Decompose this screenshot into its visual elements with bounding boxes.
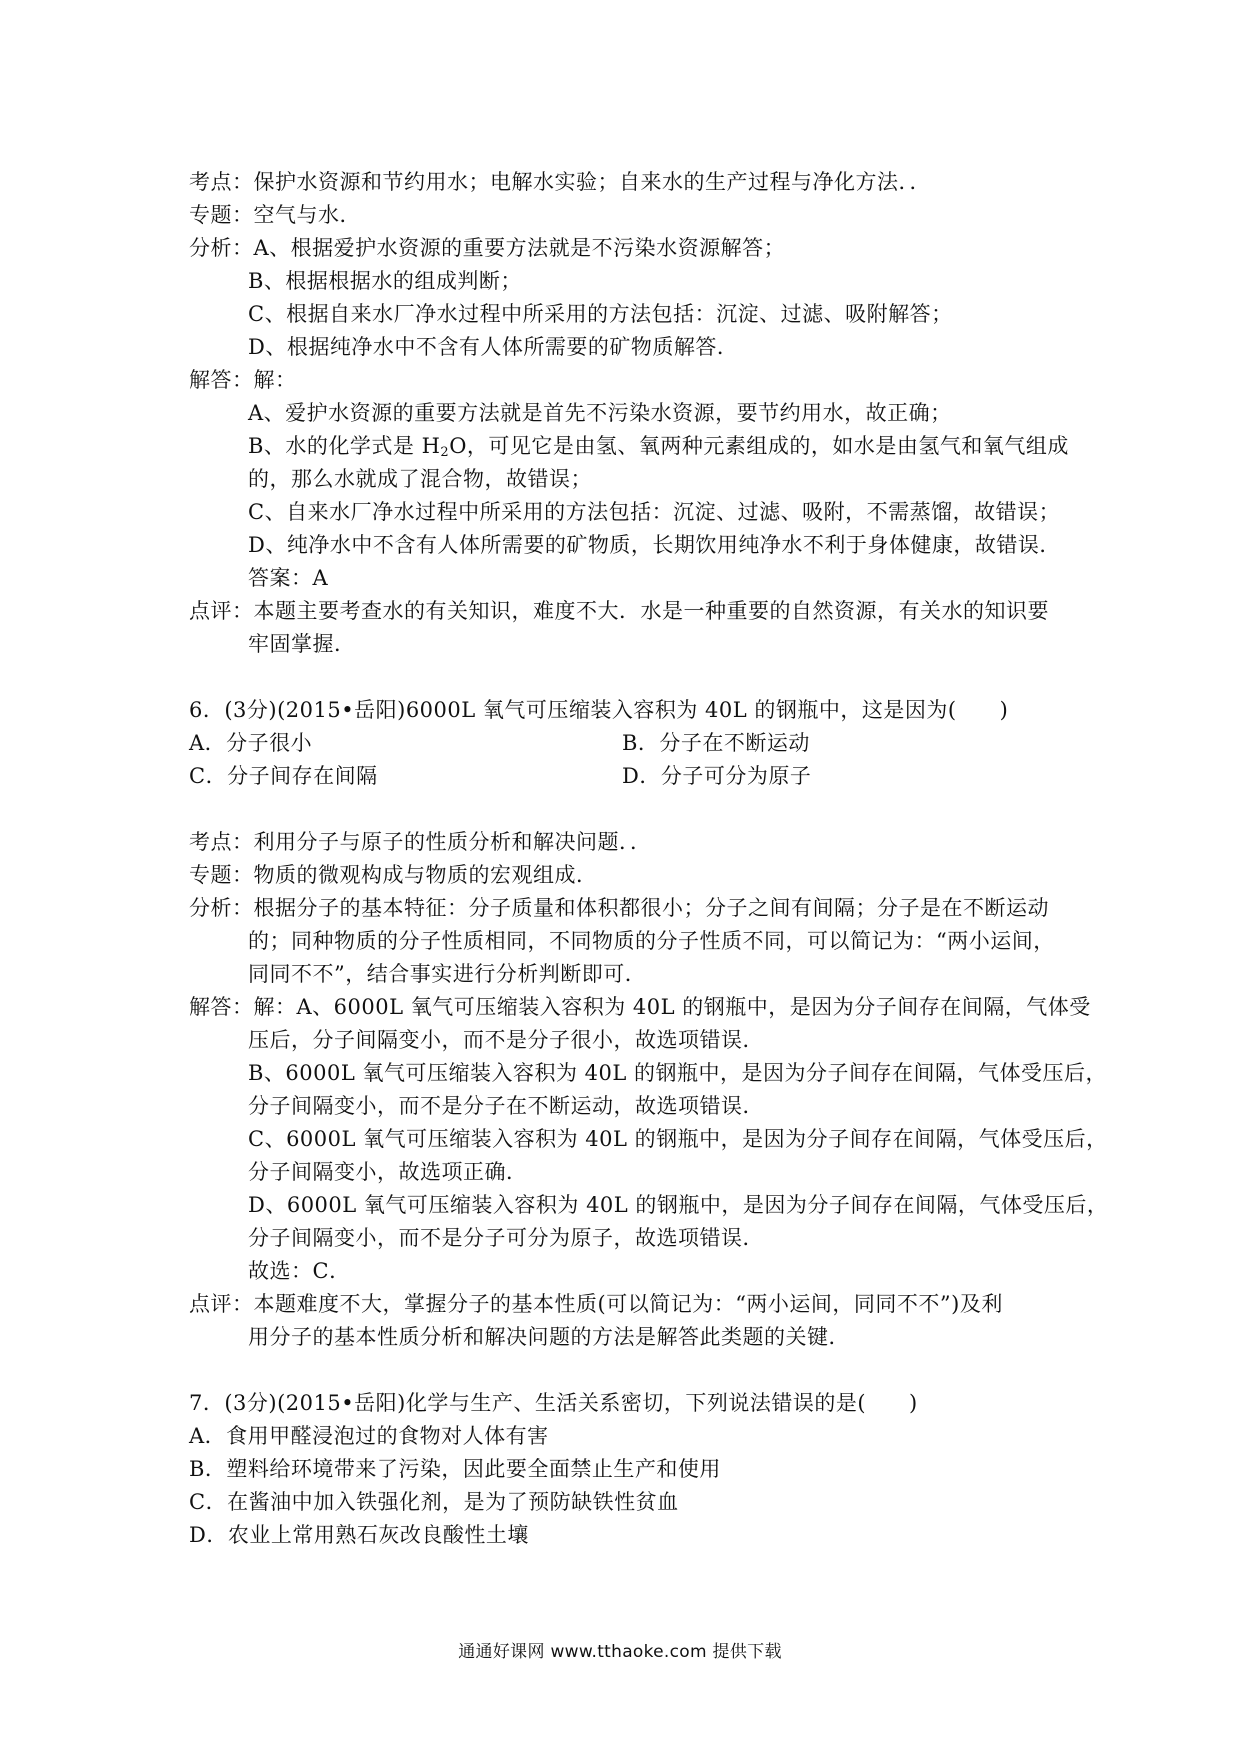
q5-fenxi-line: B、根据根据水的组成判断；: [248, 269, 522, 293]
q6-fenxi-line: 的；同种物质的分子性质相同，不同物质的分子性质不同，可以简记为：“两小运间，: [248, 929, 1055, 953]
q5-kaodian: 考点：保护水资源和节约用水；电解水实验；自来水的生产过程与净化方法．．: [189, 170, 931, 194]
q6-jieda-line: 分子间隔变小，而不是分子在不断运动，故选项错误．: [248, 1094, 764, 1118]
q6-option-d: D．分子可分为原子: [622, 764, 812, 788]
q6-stem: 6．(3分)(2015•岳阳)6000L 氧气可压缩装入容积为 40L 的钢瓶中，这是因为( ): [189, 698, 1009, 722]
page-footer: 通通好课网 www.tthaoke.com 提供下载: [458, 1642, 782, 1662]
q5-fenxi-line: C、根据自来水厂净水过程中所采用的方法包括：沉淀、过滤、吸附解答；: [248, 302, 953, 326]
q6-jieda-line: 分子间隔变小，而不是分子可分为原子，故选项错误．: [248, 1226, 764, 1250]
q5-fenxi-line: 分析：A、根据爱护水资源的重要方法就是不污染水资源解答；: [189, 236, 786, 260]
q6-jieda-line: C、6000L 氧气可压缩装入容积为 40L 的钢瓶中，是因为分子间存在间隔，气体受压后，: [248, 1127, 1108, 1151]
q6-option-b: B．分子在不断运动: [622, 731, 810, 755]
q5-jieda-b-sub: 2: [440, 445, 450, 460]
q6-kaodian: 考点：利用分子与原子的性质分析和解决问题．．: [189, 830, 652, 854]
q6-option-a: A．分子很小: [189, 731, 313, 755]
q5-jieda-head: 解答：解：: [189, 368, 297, 392]
q7-option-a: A．食用甲醛浸泡过的食物对人体有害: [189, 1424, 549, 1448]
q6-jieda-line: 解答：解：A、6000L 氧气可压缩装入容积为 40L 的钢瓶中，是因为分子间存在间隔，气体受: [189, 995, 1091, 1019]
q6-option-c: C．分子间存在间隔: [189, 764, 378, 788]
q6-dianping-line: 用分子的基本性质分析和解决问题的方法是解答此类题的关键．: [248, 1325, 850, 1349]
q6-fenxi-line: 同同不不”，结合事实进行分析判断即可．: [248, 962, 647, 986]
q5-answer: 答案：A: [248, 566, 329, 590]
q5-fenxi-line: D、根据纯净水中不含有人体所需要的矿物质解答．: [248, 335, 739, 359]
q6-jieda-line: D、6000L 氧气可压缩装入容积为 40L 的钢瓶中，是因为分子间存在间隔，气体受压后，: [248, 1193, 1109, 1217]
q5-jieda-d: D、纯净水中不含有人体所需要的矿物质，长期饮用纯净水不利于身体健康，故错误．: [248, 533, 1061, 557]
q6-fenxi-line: 分析：根据分子的基本特征：分子质量和体积都很小；分子之间有间隔；分子是在不断运动: [189, 896, 1049, 920]
q7-stem: 7．(3分)(2015•岳阳)化学与生产、生活关系密切，下列说法错误的是( ): [189, 1391, 918, 1415]
q5-jieda-b-post: O，可见它是由氢、氧两种元素组成的，如水是由氢气和氧气组成: [449, 434, 1069, 458]
q5-dianping-line: 点评：本题主要考查水的有关知识，难度不大．水是一种重要的自然资源，有关水的知识要: [189, 599, 1049, 623]
q6-jieda-line: 压后，分子间隔变小，而不是分子很小，故选项错误．: [248, 1028, 764, 1052]
q6-jieda-line: B、6000L 氧气可压缩装入容积为 40L 的钢瓶中，是因为分子间存在间隔，气体受压后，: [248, 1061, 1108, 1085]
q5-jieda-c: C、自来水厂净水过程中所采用的方法包括：沉淀、过滤、吸附，不需蒸馏，故错误；: [248, 500, 1061, 524]
q5-dianping-line: 牢固掌握．: [248, 632, 356, 656]
q7-option-d: D．农业上常用熟石灰改良酸性土壤: [189, 1523, 529, 1547]
q5-jieda-b-pre: B、水的化学式是 H: [248, 434, 441, 458]
q5-zhuanti: 专题：空气与水．: [189, 203, 361, 227]
q6-zhuanti: 专题：物质的微观构成与物质的宏观组成．: [189, 863, 598, 887]
q7-option-c: C．在酱油中加入铁强化剂，是为了预防缺铁性贫血: [189, 1490, 679, 1514]
q6-dianping-line: 点评：本题难度不大，掌握分子的基本性质(可以简记为：“两小运间，同同不不”)及利: [189, 1292, 1003, 1316]
q5-jieda-a: A、爱护水资源的重要方法就是首先不污染水资源，要节约用水，故正确；: [248, 401, 952, 425]
q6-jieda-line: 故选：C．: [248, 1259, 351, 1283]
q6-jieda-line: 分子间隔变小，故选项正确．: [248, 1160, 528, 1184]
q7-option-b: B．塑料给环境带来了污染，因此要全面禁止生产和使用: [189, 1457, 721, 1481]
q5-jieda-b2: 的，那么水就成了混合物，故错误；: [248, 467, 592, 491]
